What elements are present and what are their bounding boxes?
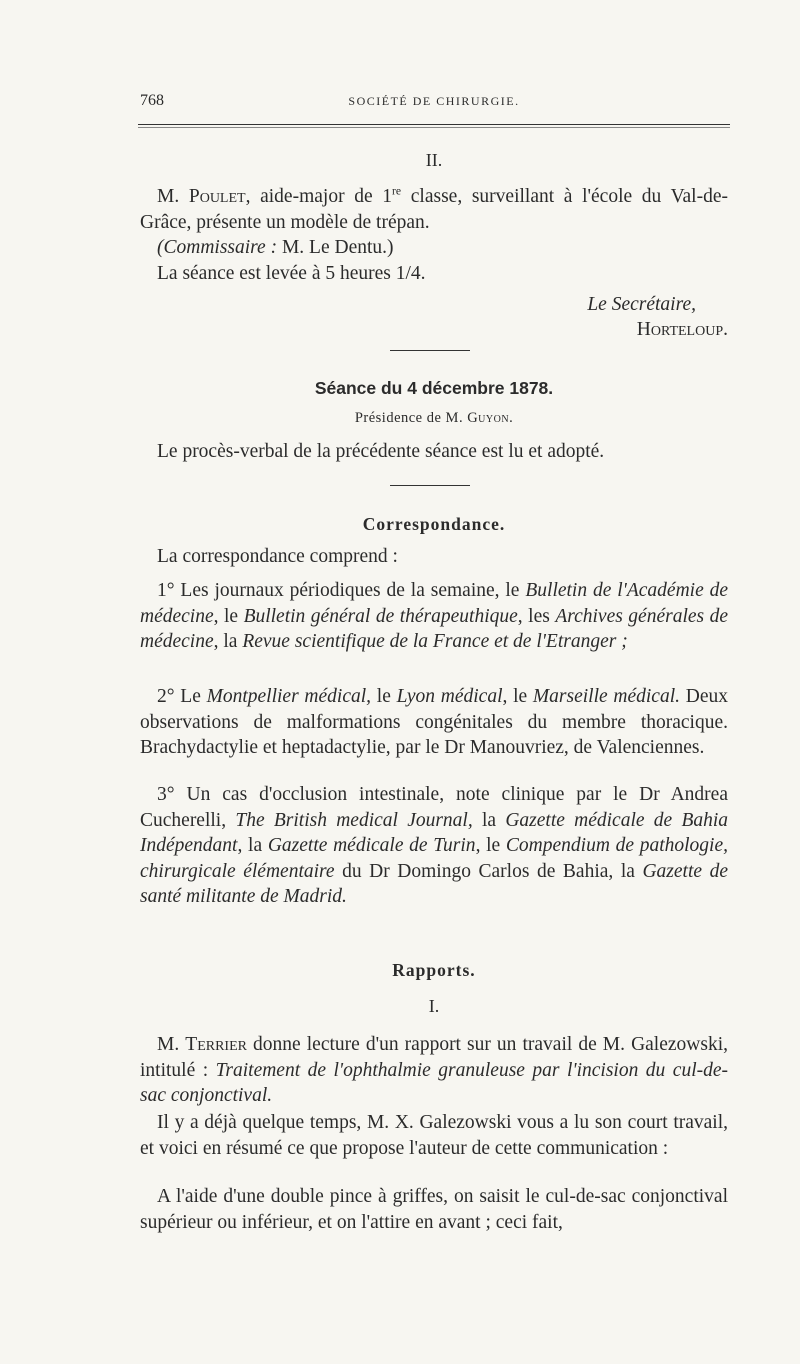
president-name: Guyon — [467, 410, 510, 426]
text-run: 2° Le — [157, 686, 207, 707]
text-run: du Dr Domingo Carlos de Bahia, la — [334, 860, 643, 882]
commissaire-name: M. Le Dentu.) — [277, 237, 394, 258]
text-run: Lyon médical — [396, 686, 503, 707]
text-run: , les — [517, 605, 556, 627]
text-run: 1° Les journaux périodiques de la semaine, le — [157, 580, 526, 601]
section-numeral-ii: II. — [425, 150, 443, 170]
commissaire-label: (Commissaire : — [157, 237, 278, 258]
running-title: SOCIÉTÉ DE CHIRURGIE. — [348, 94, 520, 108]
text-run: Archives générales de médecine — [140, 605, 729, 652]
text-run: Marseille médical. — [532, 686, 681, 707]
text-run: Revue scientifique de la France et de l'Etranger ; — [242, 631, 628, 652]
signature-name: Horteloup. — [636, 319, 728, 340]
poulet-paragraph — [140, 184, 728, 235]
text-run: donne lecture d'un rapport sur un travail de M. Galezowski, intitulé : — [140, 1034, 728, 1081]
poulet-name: M. Poulet — [157, 186, 246, 207]
text-run: Gazette médicale de Turin — [267, 835, 476, 856]
presidence-prefix: Présidence de M. — [354, 410, 468, 426]
text-run: Bulletin de l'Académie de médecine — [140, 580, 729, 627]
text-run: Traitement de l'ophthalmie granuleuse par l'incision du cul-de-sac conjonctival. — [140, 1059, 728, 1106]
text-run: Montpellier médical, — [206, 686, 372, 707]
rapports-heading: Rapports. — [392, 960, 476, 980]
text-run: Deux observations de malformations congénitales du membre thoracique. Brachydactylie et heptadactylie, par le Dr Manouvriez, de Valenciennes. — [140, 686, 728, 758]
text-run: le — [371, 686, 397, 707]
correspondance-heading: Correspondance. — [362, 514, 506, 534]
signature-role — [140, 292, 728, 318]
running-header — [140, 92, 728, 112]
text-run: 3° Un cas d'occlusion intestinale, note clinique par le Dr Andrea Cucherelli, — [140, 784, 728, 831]
correspondance-item-1 — [140, 578, 728, 655]
separator — [390, 485, 470, 486]
rapports-numeral: I. — [428, 996, 440, 1016]
separator — [390, 350, 470, 351]
presidence-suffix: . — [509, 410, 514, 426]
commissaire-line — [140, 235, 728, 261]
seance-title: Séance du 4 décembre 1878. — [314, 378, 554, 398]
rapport-paragraph-1 — [140, 1032, 728, 1109]
correspondance-intro: La correspondance comprend : — [157, 546, 398, 567]
poulet-sup: re — [392, 184, 402, 198]
header-rule-thin — [138, 127, 730, 128]
text-run: Gazette de santé militante de Madrid. — [140, 860, 728, 907]
header-rule — [138, 124, 730, 125]
seance-levee: La séance est levée à 5 heures 1/4. — [157, 263, 426, 284]
text-run: M. — [157, 1034, 186, 1055]
text-run: , le — [502, 686, 533, 707]
text-run: Gazette médicale de Bahia Indépendant — [140, 809, 729, 856]
text-run: , la — [213, 631, 243, 652]
text-run: la — [472, 809, 506, 831]
text-run: Compendium de pathologie, chirurgicale élémentaire — [140, 835, 728, 882]
proces-verbal: Le procès-verbal de la précédente séance est lu et adopté. — [157, 441, 605, 462]
correspondance-item-3 — [140, 782, 728, 910]
rapport-paragraph-3: A l'aide d'une double pince à griffes, on saisit le cul-de-sac conjonctival supérieur ou inférieur, et on l'attire en avant ; ceci fait, — [140, 1186, 728, 1233]
correspondance-item-2 — [140, 684, 728, 761]
page-number: 768 — [140, 92, 164, 109]
poulet-text-b: classe, surveillant à l'école du Val-de-Grâce, présente un modèle de trépan. — [140, 186, 728, 233]
text-run: Terrier — [185, 1034, 247, 1055]
secretaire-label: Le Secrétaire, — [587, 294, 696, 315]
text-run: The British medical Journal, — [235, 809, 473, 831]
presidence — [140, 410, 728, 427]
text-run: , le — [213, 605, 244, 627]
poulet-text-a: , aide-major de 1 — [245, 186, 393, 207]
text-run: , le — [475, 835, 506, 856]
text-run: Bulletin général de thérapeuthique — [243, 605, 518, 627]
text-run: , la — [237, 835, 268, 856]
rapport-paragraph-2: Il y a déjà quelque temps, M. X. Galezowski vous a lu son court travail, et voici en résumé ce que propose l'auteur de cette communication : — [140, 1112, 728, 1159]
